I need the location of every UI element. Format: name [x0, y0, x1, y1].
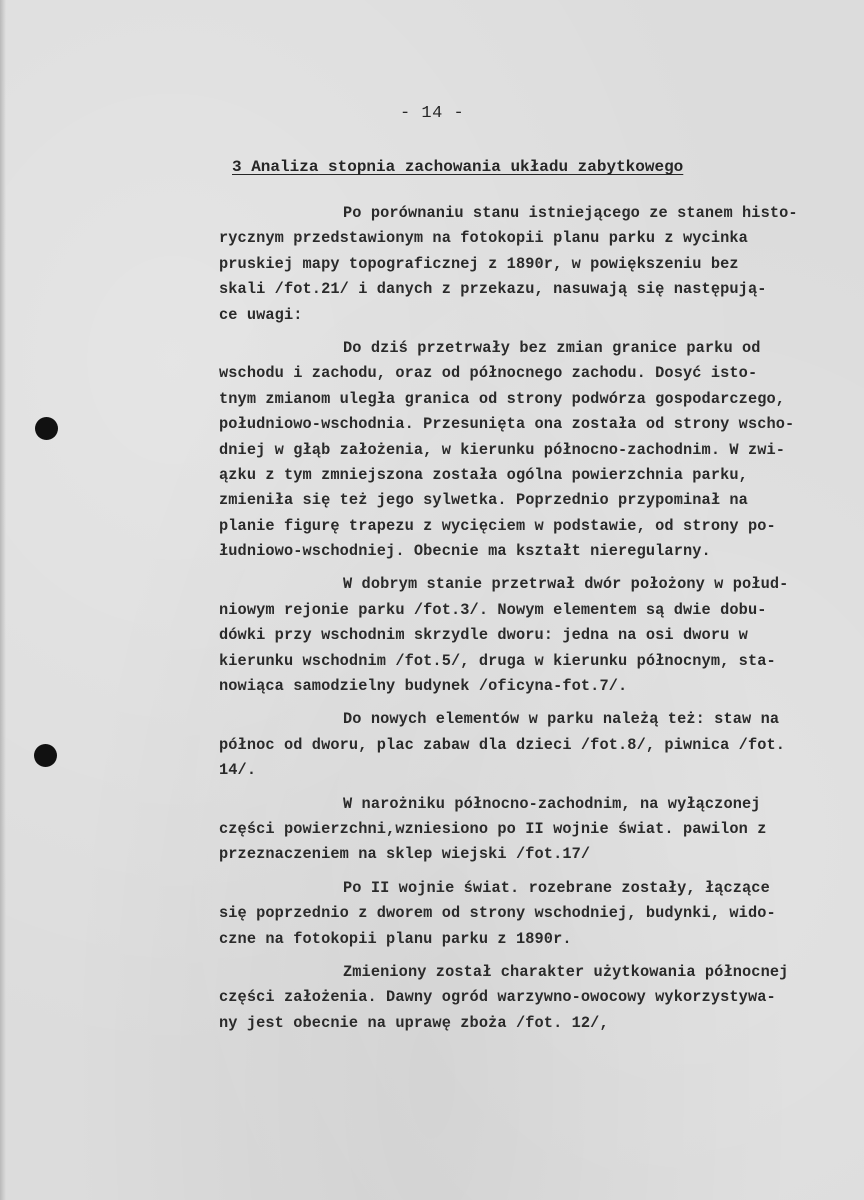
text-line: planie figurę trapezu z wycięciem w podstawie, od strony po-: [219, 516, 776, 535]
text-line: północ od dworu, plac zabaw dla dzieci /fot.8/, piwnica /fot.: [219, 735, 786, 754]
text-line: dniej w głąb założenia, w kierunku północno-zachodnim. W zwi-: [219, 440, 786, 459]
text-line: ce uwagi:: [219, 305, 303, 324]
paragraph: [219, 336, 859, 565]
text-line: niowym rejonie parku /fot.3/. Nowym elementem są dwie dobu-: [219, 600, 767, 619]
text-line: pruskiej mapy topograficznej z 1890r, w powiększeniu bez: [219, 254, 739, 273]
text-line: Po II wojnie świat. rozebrane zostały, łączące: [343, 878, 770, 897]
text-line: się poprzednio z dworem od strony wschodniej, budynki, wido-: [219, 904, 776, 923]
paragraph: [219, 201, 859, 328]
text-line: skali /fot.21/ i danych z przekazu, nasuwają się następują-: [219, 280, 767, 299]
text-line: Do dziś przetrwały bez zmian granice parku od: [343, 338, 761, 357]
punch-hole-top: [35, 417, 58, 440]
text-line: Zmieniony został charakter użytkowania północnej: [343, 962, 789, 981]
paragraph: [219, 876, 859, 952]
text-line: wschodu i zachodu, oraz od północnego zachodu. Dosyć isto-: [219, 364, 758, 383]
text-line: kierunku wschodnim /fot.5/, druga w kierunku północnym, sta-: [219, 651, 776, 670]
text-line: zmieniła się też jego sylwetka. Poprzednio przypominał na: [219, 491, 748, 510]
text-line: części założenia. Dawny ogród warzywno-owocowy wykorzystywa-: [219, 988, 776, 1007]
paragraph: [219, 572, 859, 699]
text-line: rycznym przedstawionym na fotokopii planu parku z wycinka: [219, 229, 748, 248]
punch-hole-bottom: [34, 744, 57, 767]
paragraph: [219, 792, 859, 868]
page-number: - 14 -: [400, 104, 465, 123]
text-line: ązku z tym zmniejszona została ogólna powierzchnia parku,: [219, 465, 748, 484]
text-line: części powierzchni,wzniesiono po II wojnie świat. pawilon z: [219, 819, 767, 838]
page-edge-shadow: [0, 0, 6, 1200]
text-line: dówki przy wschodnim skrzydle dworu: jedna na osi dworu w: [219, 626, 748, 645]
text-line: W narożniku północno-zachodnim, na wyłączonej: [343, 794, 761, 813]
text-line: łudniowo-wschodniej. Obecnie ma kształt nieregularny.: [219, 542, 711, 561]
paragraph: [219, 960, 859, 1036]
text-line: ny jest obecnie na uprawę zboża /fot. 12/,: [219, 1013, 609, 1032]
body-text: [219, 201, 859, 1044]
text-line: 14/.: [219, 761, 257, 780]
text-line: tnym zmianom uległa granica od strony podwórza gospodarczego,: [219, 389, 786, 408]
section-heading: 3 Analiza stopnia zachowania układu zabytkowego: [232, 158, 684, 176]
text-line: przeznaczeniem na sklep wiejski /fot.17/: [219, 845, 591, 864]
text-line: Do nowych elementów w parku należą też: staw na: [343, 710, 780, 729]
text-line: południowo-wschodnia. Przesunięta ona została od strony wscho-: [219, 415, 795, 434]
text-line: nowiąca samodzielny budynek /oficyna-fot.7/.: [219, 677, 628, 696]
paragraph: [219, 707, 859, 783]
text-line: W dobrym stanie przetrwał dwór położony w połud-: [343, 575, 789, 594]
text-line: czne na fotokopii planu parku z 1890r.: [219, 929, 572, 948]
text-line: Po porównaniu stanu istniejącego ze stanem histo-: [343, 204, 798, 222]
